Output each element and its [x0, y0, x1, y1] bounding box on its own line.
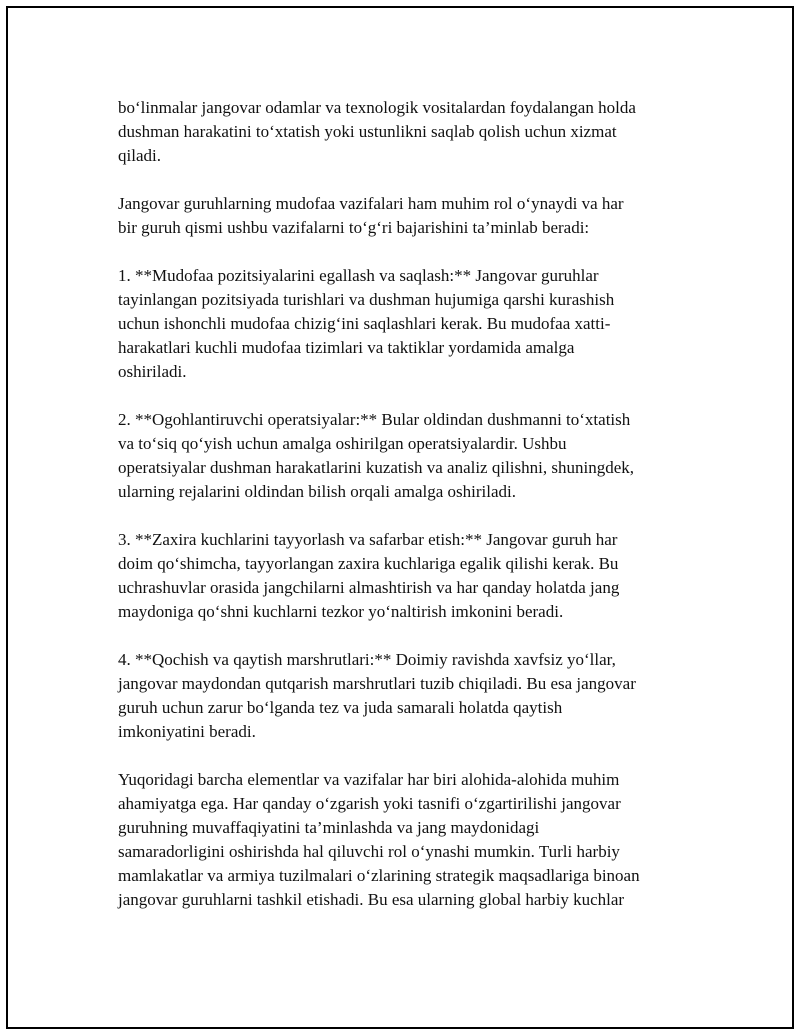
list-item-4: 4. **Qochish va qaytish marshrutlari:** Doimiy ravishda xavfsiz yo‘llar, jangovar maydondan qutqarish marshrutlari tuzib chiqiladi. Bu esa jangovar guruh uchun zarur bo‘lganda tez va juda samarali holatda qaytish imkoniyatini beradi. — [118, 650, 636, 741]
paragraph-conclusion: Yuqoridagi barcha elementlar va vazifalar har biri alohida-alohida muhim ahamiyatga ega. Har qanday o‘zgarish yoki tasnifi o‘zgartirilishi jangovar guruhning muvaffaqiyatini ta’minlashda va jang maydonidagi samaradorligini oshirishda hal qiluvchi rol o‘ynashi mumkin. Turli harbiy mamlakatlar va armiya tuzilmalari o‘zlarining strategik maqsadlariga binoan jangovar guruhlarni tashkil etishadi. Bu esa ularning global harbiy kuchlar — [118, 770, 640, 909]
document-page — [6, 6, 794, 1029]
paragraph-defense-tasks: Jangovar guruhlarning mudofaa vazifalari ham muhim rol o‘ynaydi va har bir guruh qismi ushbu vazifalarni to‘g‘ri bajarishini ta’minlab beradi: — [118, 194, 624, 237]
list-item-3: 3. **Zaxira kuchlarini tayyorlash va safarbar etish:** Jangovar guruh har doim qo‘shimcha, tayyorlangan zaxira kuchlariga egalik qilishi kerak. Bu uchrashuvlar orasida jangchilarni almashtirish va har qanday holatda jang maydoniga qo‘shni kuchlarni tezkor yo‘naltirish imkonini beradi. — [118, 530, 620, 621]
paragraph-intro-continuation: bo‘linmalar jangovar odamlar va texnologik vositalardan foydalangan holda dushman harakatini to‘xtatish yoki ustunlikni saqlab qolish uchun xizmat qiladi. — [118, 98, 636, 165]
list-item-2: 2. **Ogohlantiruvchi operatsiyalar:** Bular oldindan dushmanni to‘xtatish va to‘siq qo‘yish uchun amalga oshirilgan operatsiyalardir. Ushbu operatsiyalar dushman harakatlarini kuzatish va analiz qilishni, shuningdek, ularning rejalarini oldindan bilish orqali amalga oshiriladi. — [118, 410, 634, 501]
list-item-1: 1. **Mudofaa pozitsiyalarini egallash va saqlash:** Jangovar guruhlar tayinlangan pozitsiyada turishlari va dushman hujumiga qarshi kurashish uchun ishonchli mudofaa chizig‘ini saqlashlari kerak. Bu mudofaa xatti- harakatlari kuchli mudofaa tizimlari va taktiklar yordamida amalga oshiriladi. — [118, 266, 615, 381]
document-body — [118, 96, 688, 936]
